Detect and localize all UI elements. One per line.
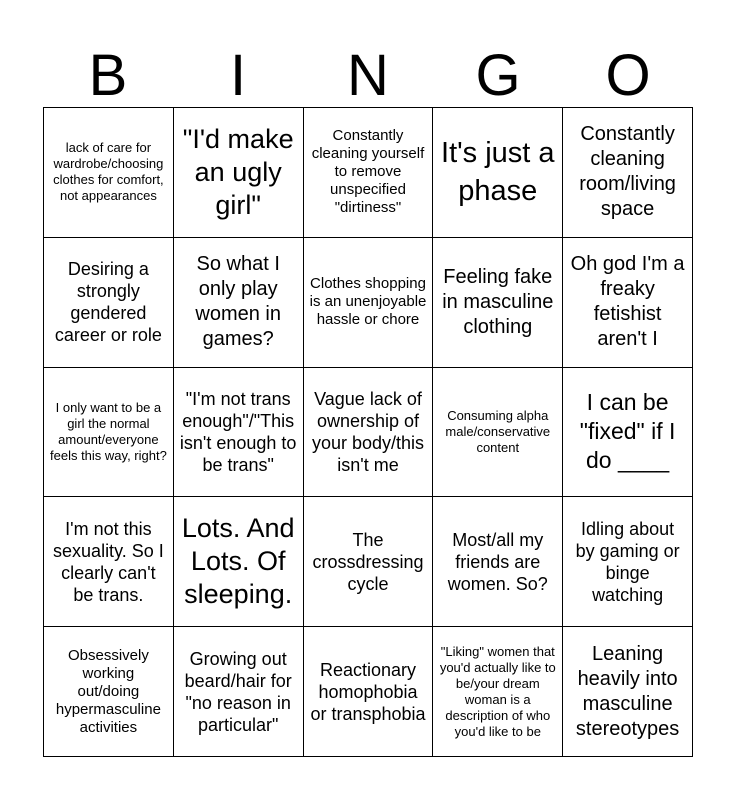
bingo-cell-r5c1[interactable] xyxy=(44,627,174,757)
bingo-cell-r3c5[interactable] xyxy=(563,368,693,498)
bingo-cell-r2c1[interactable] xyxy=(44,238,174,368)
header-letter-b: B xyxy=(88,43,128,108)
cell-text: Desiring a strongly gendered career or role xyxy=(54,259,162,346)
bingo-cell-r3c1[interactable] xyxy=(44,368,174,498)
bingo-cell-r2c4[interactable] xyxy=(433,238,563,368)
cell-text: Oh god I'm a freaky fetishist aren't I xyxy=(570,253,685,351)
cell-text: Idling about by gaming or binge watching xyxy=(575,518,680,605)
bingo-cell-r4c5[interactable] xyxy=(563,497,693,627)
cell-text: Feeling fake in masculine clothing xyxy=(442,265,554,338)
header-letter-g: G xyxy=(475,43,521,108)
cell-text: Obsessively working out/doing hypermasculine activities xyxy=(55,646,161,736)
cell-text: "Liking" women that you'd actually like to be/your dream woman is a description of who you'd like to be xyxy=(439,643,556,739)
bingo-header xyxy=(43,44,693,108)
header-letter-i: I xyxy=(229,43,247,108)
cell-text: Leaning heavily into masculine stereotypes xyxy=(575,642,680,740)
bingo-cell-r2c5[interactable] xyxy=(563,238,693,368)
bingo-grid xyxy=(43,107,693,757)
cell-text: So what I only play women in games? xyxy=(195,253,281,351)
bingo-cell-r1c3[interactable] xyxy=(304,108,434,238)
cell-text: Growing out beard/hair for "no reason in particular" xyxy=(184,648,292,735)
cell-text: Most/all my friends are women. So? xyxy=(447,529,548,594)
cell-text: I can be "fixed" if I do ____ xyxy=(579,389,676,474)
bingo-cell-r5c3[interactable] xyxy=(304,627,434,757)
header-letter-n: N xyxy=(347,43,389,108)
bingo-cell-r4c3[interactable] xyxy=(304,497,434,627)
cell-text: It's just a phase xyxy=(441,137,555,208)
bingo-cell-r2c2[interactable] xyxy=(174,238,304,368)
bingo-cell-r1c2[interactable] xyxy=(174,108,304,238)
bingo-cell-r5c2[interactable] xyxy=(174,627,304,757)
bingo-cell-r3c2[interactable] xyxy=(174,368,304,498)
cell-text: Vague lack of ownership of your body/this isn't me xyxy=(311,388,425,475)
cell-text: "I'd make an ugly girl" xyxy=(182,123,294,220)
header-letter-o: O xyxy=(605,43,651,108)
bingo-cell-r3c4[interactable] xyxy=(433,368,563,498)
bingo-cell-r4c2[interactable] xyxy=(174,497,304,627)
bingo-cell-r1c1[interactable] xyxy=(44,108,174,238)
cell-text: The crossdressing cycle xyxy=(312,529,424,594)
cell-text: Lots. And Lots. Of sleeping. xyxy=(181,513,295,610)
bingo-cell-r5c4[interactable] xyxy=(433,627,563,757)
bingo-cell-r2c3[interactable] xyxy=(304,238,434,368)
cell-text: I only want to be a girl the normal amount/everyone feels this way, right? xyxy=(50,399,167,463)
bingo-cell-r4c4[interactable] xyxy=(433,497,563,627)
cell-text: I'm not this sexuality. So I clearly can't be trans. xyxy=(53,518,164,605)
cell-text: lack of care for wardrobe/choosing clothes for comfort, not appearances xyxy=(53,140,164,204)
bingo-cell-r1c4[interactable] xyxy=(433,108,563,238)
bingo-cell-r5c5[interactable] xyxy=(563,627,693,757)
cell-text: Reactionary homophobia or transphobia xyxy=(310,659,426,724)
cell-text: Constantly cleaning room/living space xyxy=(579,123,676,221)
cell-text: Constantly cleaning yourself to remove unspecified "dirtiness" xyxy=(311,127,425,217)
bingo-cell-r4c1[interactable] xyxy=(44,497,174,627)
cell-text: "I'm not trans enough"/"This isn't enough to be trans" xyxy=(179,388,297,475)
bingo-cell-r1c5[interactable] xyxy=(563,108,693,238)
cell-text: Clothes shopping is an unenjoyable hassle or chore xyxy=(309,275,427,329)
cell-text: Consuming alpha male/conservative content xyxy=(445,407,551,455)
bingo-cell-r3c3[interactable] xyxy=(304,368,434,498)
